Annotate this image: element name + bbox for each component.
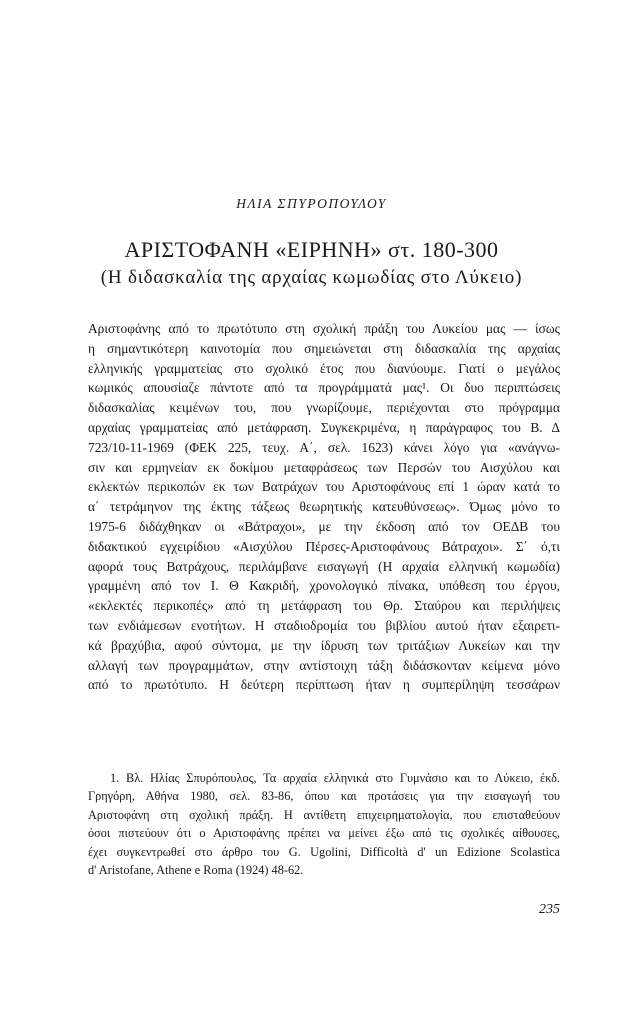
body-line: 1975-6 διδάχθηκαν οι «Βάτραχοι», με την έκδοση από τον ΟΕΔΒ του <box>88 518 560 534</box>
body-line: 723/10-11-1969 (ΦΕΚ 225, τευχ. Α΄, σελ. 1623) κάνει λόγο για «ανάγνω- <box>88 439 560 455</box>
body-line: α΄ τετράμηνον της έκτης τάξεως θεωρητικής κατευθύνσεως». Όμως μόνο το <box>88 499 560 515</box>
body-line: ελληνικής γραμματείας στο σχολικό έτος που διανύουμε. Γιατί ο μεγάλος <box>88 360 560 376</box>
article-title: ΑΡΙΣΤΟΦΑΝΗ «ΕΙΡΗΝΗ» στ. 180-300 <box>124 237 499 262</box>
body-line: κωμικός απουσίαζε πάντοτε από τα προγράμματά μας¹. Οι δυο περιπτώσεις <box>88 380 560 396</box>
footnote-line: Αριστοφάνη στη σχολική πράξη. Η αντίθετη επιχειρηματολογία, που επισταθεύουν <box>88 807 560 822</box>
footnote <box>88 769 560 879</box>
footnote-line: d' Aristofane, Athene e Roma (1924) 48-62. <box>88 862 304 877</box>
footnote-line: 1. Βλ. Ηλίας Σπυρόπουλος, Τα αρχαία ελληνικά στο Γυμνάσιο και το Λύκειο, έκδ. <box>110 771 560 785</box>
footnote-line: έχει συγκεντρωθεί στο άρθρο του G. Ugolini, Difficoltà d' un Edizione Scolastica <box>88 844 560 859</box>
author-name: ΗΛΙΑ ΣΠΥΡΟΠΟΥΛΟΥ <box>236 196 387 211</box>
footnote-line: όσοι πιστεύουν ότι ο Αριστοφάνης πρέπει να μείνει έξω από τις σχολικές αίθουσες, <box>88 826 560 841</box>
body-line: αρχαίας γραμματείας από μετάφραση. Συγκεκριμένα, η παράγραφος του Β. Δ <box>88 419 560 435</box>
body-line: από το πρωτότυπο. Η δεύτερη περίπτωση ήταν η συμπερίληψη τεσσάρων <box>88 677 560 693</box>
body-line: αλλαγή των προγραμμάτων, στην αντίστοιχη τάξη διδάσκονταν κείμενα μόνο <box>88 657 560 673</box>
body-line: διδασκαλίας κειμένων του, που γνωρίζουμε, περιέχονται στο πρόγραμμα <box>88 400 560 416</box>
body-line: αφορά τους Βατράχους, περιλάμβανε εισαγωγή (Η αρχαία ελληνική κωμωδία) <box>88 558 560 574</box>
article-subtitle: (Η διδασκαλία της αρχαίας κωμωδίας στο Λύκειο) <box>100 267 523 288</box>
body-line: εκλεκτών περικοπών εκ των Βατράχων του Αριστοφάνους επί 1 ώραν κατά το <box>88 479 560 495</box>
body-line: η σημαντικότερη καινοτομία που σημειώνεται στη διδασκαλία της αρχαίας <box>88 340 560 356</box>
body-line: «εκλεκτές περικοπές» από τη μετάφραση του Θρ. Σταύρου και περιλήψεις <box>88 598 560 614</box>
body-paragraph <box>88 319 560 695</box>
body-line: σιν και ερμηνείαν εκ δοκίμου μεταφράσεως των Περσών του Αισχύλου και <box>88 459 560 475</box>
body-line: Αριστοφάνης από το πρωτότυπο στη σχολική πράξη του Λυκείου μας — ίσως <box>88 321 560 336</box>
page-number: 235 <box>539 902 560 917</box>
footnote-line: Γρηγόρη, Αθήνα 1980, σελ. 83-86, όπου και προτάσεις για την εισαγωγή του <box>88 789 560 804</box>
body-line: διδακτικού εγχειρίδιου «Αισχύλου Πέρσες-Αριστοφάνους Βάτραχοι». Σ΄ ό,τι <box>88 538 560 554</box>
body-line: των ενδιάμεσων ενοτήτων. Η σταδιοδρομία του βιβλίου αυτού ήταν εξαιρετι- <box>88 617 560 633</box>
body-line: γραμμένη από τον Ι. Θ Κακριδή, χρονολογικό πίνακα, υπόθεση του έργου, <box>88 578 560 594</box>
body-line: κά βραχύβια, αφού σύντομα, με την ίδρυση των τριτάξιων Λυκείων και την <box>88 637 560 653</box>
